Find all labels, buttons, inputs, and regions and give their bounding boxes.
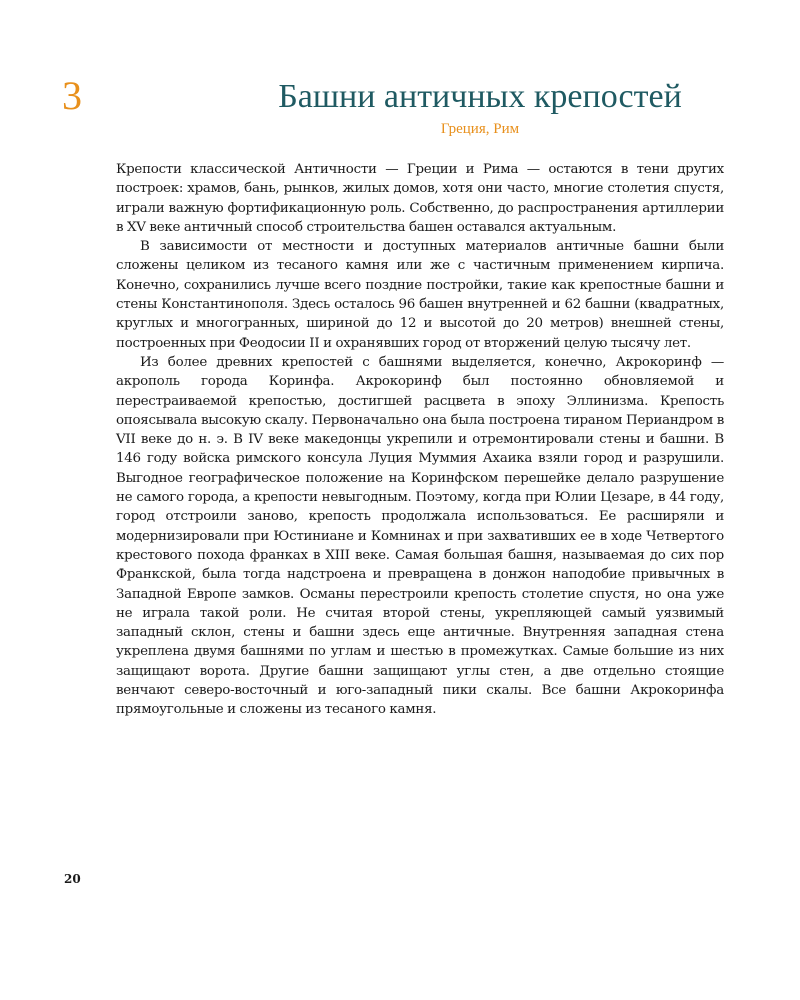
page-number: 20 (64, 872, 81, 886)
paragraph-3: Из более древних крепостей с башнями выделяется, конечно, Акрокоринф — акрополь города Коринфа. Акрокоринф был постоянно обновляемой и перестраиваемой крепостью, достигшей расцвета в эпоху Эллинизма. Крепость опоясывала высокую скалу. Первоначально она была построена тираном Периандром в VII веке до н. э. В IV веке македонцы укрепили и отремонтировали стены и башни. В 146 году войска римского консула Луция Муммия Ахаика взяли город и разрушили. Выгодное географическое положение на Коринфском перешейке делало разрушение не самого города, а крепости невыгодным. Поэтому, когда при Юлии Цезаре, в 44 году, город отстроили заново, крепость продолжала использоваться. Ее расширяли и модернизировали при Юстиниане и Комнинах и при захвативших ее в ходе Четвертого крестового похода франках в XIII веке. Самая большая башня, называемая до сих пор Франкской, была тогда надстроена и превращена в донжон наподобие привычных в Западной Европе замков. Османы перестроили крепость столетие спустя, но она уже не играла такой роли. Не считая второй стены, укрепляющей самый уязвимый западный склон, стены и башни здесь еще античные. Внутренняя западная стена укреплена двумя башнями по углам и шестью в промежутках. Самые большие из них защищают ворота. Другие башни защищают углы стен, а две отдельно стоящие венчают северо-восточный и юго-западный пики скалы. Все башни Акрокоринфа прямоугольные и сложены из тесаного камня. (116, 354, 724, 718)
body-text (116, 160, 724, 720)
chapter-title: Башни античных крепостей (278, 78, 682, 115)
chapter-subtitle: Греция, Рим (440, 121, 520, 137)
paragraph-1: Крепости классической Античности — Греции и Рима — остаются в тени других построек: храмов, бань, рынков, жилых домов, хотя они часто, многие столетия спустя, играли важную фортификационную роль. Собственно, до распространения артиллерии в XV веке античный способ строительства башен оставался актуальным. (116, 162, 724, 235)
paragraph-2: В зависимости от местности и доступных материалов античные башни были сложены целиком из тесаного камня или же с частичным применением кирпича. Конечно, сохранились лучше всего поздние постройки, такие как крепостные башни и стены Константинополя. Здесь осталось 96 башен внутренней и 62 башни (квадратных, круглых и многогранных, шириной до 12 и высотой до 20 метров) внешней стены, построенных при Феодосии II и охранявших город от вторжений целую тысячу лет. (116, 239, 724, 351)
chapter-number: 3 (62, 73, 82, 118)
